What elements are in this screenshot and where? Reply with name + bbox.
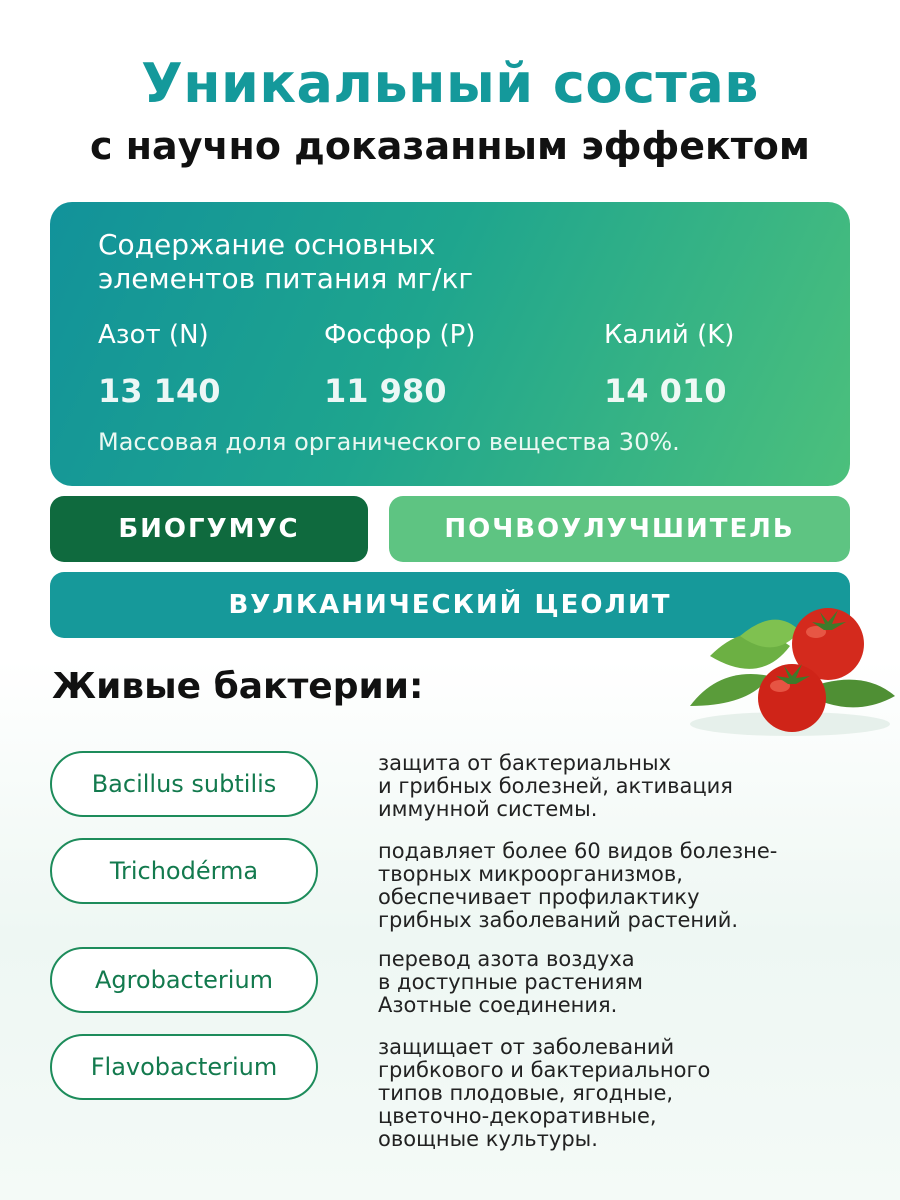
bacteria-desc-agrobacterium: перевод азота воздуха в доступные растениям Азотные соединения. [378,947,644,1017]
badge-biohumus: БИОГУМУС [50,496,368,562]
badge-zeolite: ВУЛКАНИЧЕСКИЙ ЦЕОЛИТ [50,572,850,638]
bacteria-desc-flavobacterium: защищает от заболеваний грибкового и бактериального типов плодовые, ягодные, цветочно-декоративные, овощные культуры. [378,1035,711,1151]
nutrient-nitrogen [98,320,220,410]
nutrients-card [50,202,850,486]
nutrient-value: 14 010 [604,372,727,410]
page-title: Уникальный состав [141,52,759,115]
bacteria-desc-bacillus: защита от бактериальных и грибных болезней, активация иммунной системы. [378,751,733,821]
nutrient-name: Калий (K) [604,320,735,350]
organic-matter-note: Массовая доля органического вещества 30%. [98,428,680,456]
nutrients-heading-line1: Содержание основных [98,228,436,261]
nutrient-name: Азот (N) [98,320,209,350]
bacteria-tag-trichoderma: Trichodérma [50,838,318,904]
badge-soil-improver: ПОЧВОУЛУЧШИТЕЛЬ [389,496,850,562]
nutrient-potassium [604,320,734,410]
nutrient-value: 13 140 [98,372,221,410]
bacteria-tag-bacillus: Bacillus subtilis [50,751,318,817]
nutrient-phosphorus [324,320,475,410]
bacteria-heading: Живые бактерии: [52,666,424,707]
bacteria-tag-flavobacterium: Flavobacterium [50,1034,318,1100]
nutrients-card-heading [98,228,658,296]
bacteria-tag-agrobacterium: Agrobacterium [50,947,318,1013]
nutrient-name: Фосфор (P) [324,320,476,350]
nutrient-value: 11 980 [324,372,447,410]
bacteria-desc-trichoderma: подавляет более 60 видов болезне- творных микроорганизмов, обеспечивает профилактику грибных заболеваний растений. [378,839,778,932]
tomato-basil-illustration [680,596,900,746]
page-subtitle: с научно доказанным эффектом [90,124,810,168]
nutrients-heading-line2: элементов питания мг/кг [98,262,474,295]
